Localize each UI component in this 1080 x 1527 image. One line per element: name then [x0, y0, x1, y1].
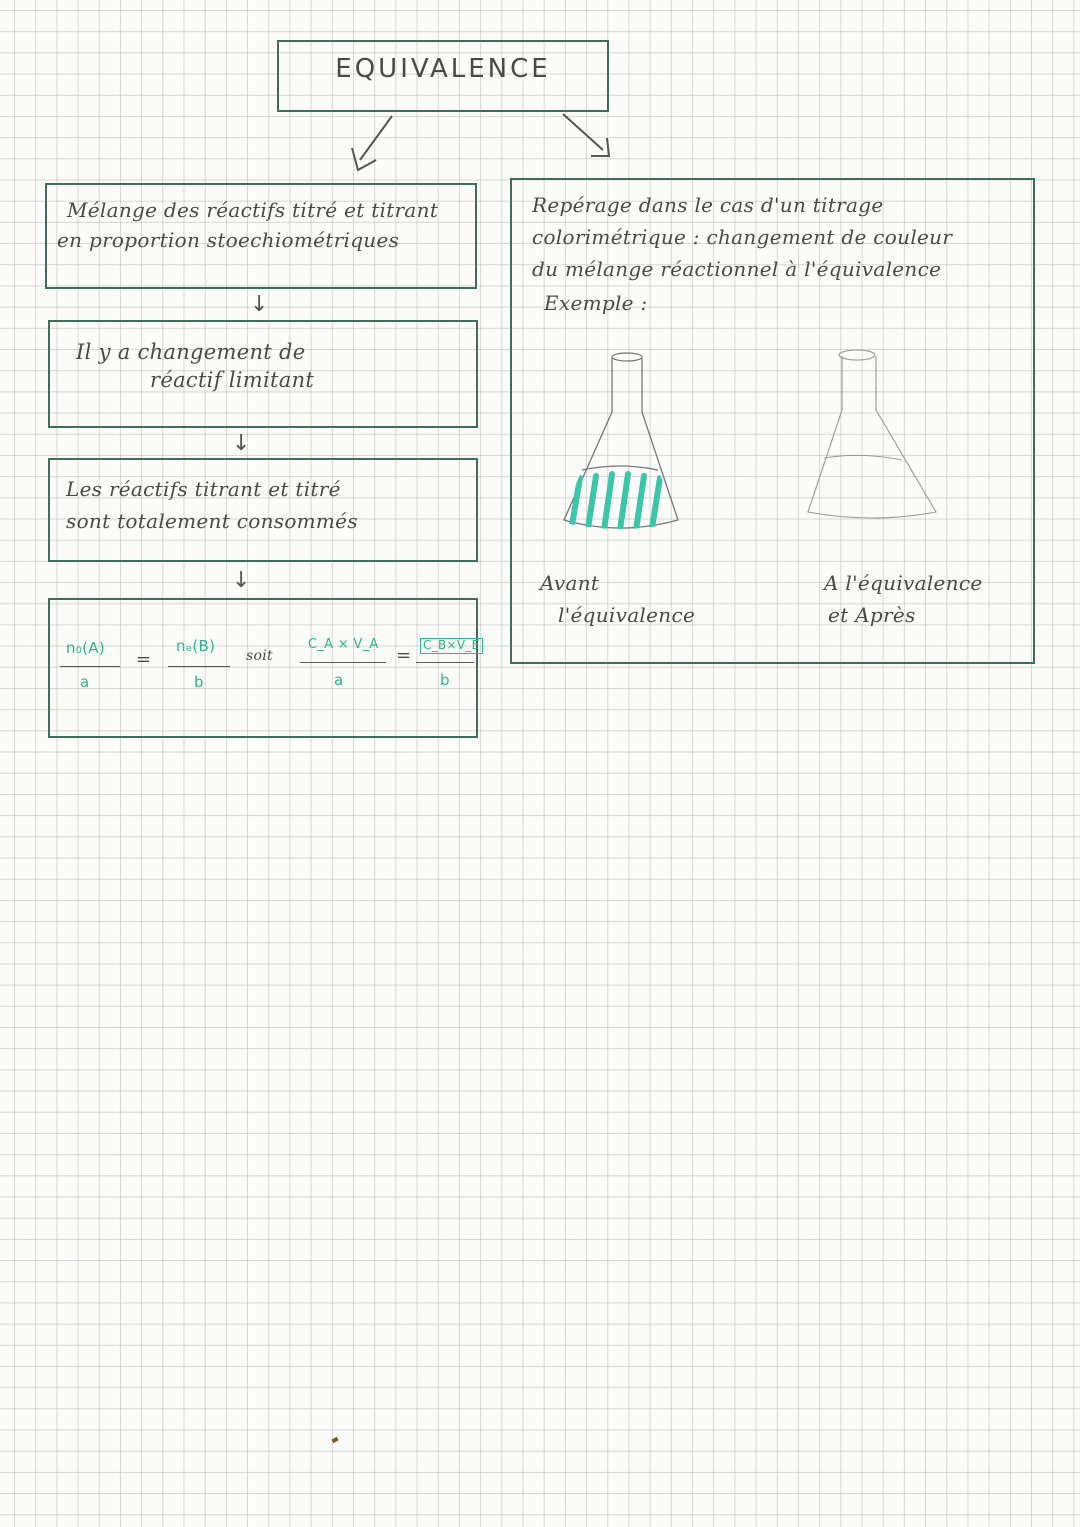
formula-nA: n₀(A)	[66, 639, 105, 657]
fraction-bar	[168, 666, 230, 667]
formula-a2: a	[334, 671, 344, 689]
caption-after-2: et Après	[828, 603, 916, 627]
colorimetric-line-2: colorimétrique : changement de couleur	[532, 225, 953, 249]
formula-cava: C_A × V_A	[308, 637, 379, 652]
down-arrow-icon: ↓	[232, 568, 251, 593]
formula-cbve: C_B×V_E	[420, 638, 483, 654]
formula-b2: b	[440, 671, 450, 689]
flask-before-icon	[550, 350, 690, 540]
formula-b1: b	[194, 673, 204, 691]
fraction-bar	[300, 662, 386, 663]
down-arrow-icon: ↓	[232, 431, 251, 456]
limiting-reagent-box	[48, 320, 478, 428]
colorimetric-line-3: du mélange réactionnel à l'équivalence	[532, 257, 942, 281]
limiting-line-1: Il y a changement de	[76, 340, 306, 364]
fraction-bar	[60, 666, 120, 667]
mix-line-1: Mélange des réactifs titré et titrant	[67, 198, 439, 222]
formula-a1: a	[80, 673, 90, 691]
formula-nB: nₑ(B)	[176, 637, 216, 655]
consumed-box	[48, 458, 478, 562]
caption-before-2: l'équivalence	[558, 603, 696, 627]
formula-eq2: =	[396, 645, 412, 666]
page-title: EQUIVALENCE	[335, 54, 551, 84]
pencil-mark	[331, 1437, 338, 1443]
colorimetric-line-1: Repérage dans le cas d'un titrage	[532, 193, 884, 217]
formula-eq1: =	[136, 649, 152, 670]
formula	[50, 600, 480, 736]
arrow-right-icon	[555, 108, 635, 168]
mix-box	[45, 183, 477, 289]
down-arrow-icon: ↓	[250, 292, 269, 317]
example-label: Exemple :	[544, 291, 648, 315]
title-box	[277, 40, 609, 112]
flask-after-icon	[802, 348, 942, 528]
consumed-line-2: sont totalement consommés	[66, 509, 358, 533]
formula-soit: soit	[246, 648, 273, 664]
caption-after-1: A l'équivalence	[824, 571, 983, 595]
consumed-line-1: Les réactifs titrant et titré	[66, 477, 341, 501]
limiting-line-2: réactif limitant	[150, 368, 315, 392]
arrow-left-icon	[330, 108, 410, 178]
caption-before-1: Avant	[540, 571, 600, 595]
formula-box	[48, 598, 478, 738]
colorimetric-box	[510, 178, 1035, 664]
fraction-bar	[416, 662, 474, 663]
mix-line-2: en proportion stoechiométriques	[57, 228, 400, 252]
